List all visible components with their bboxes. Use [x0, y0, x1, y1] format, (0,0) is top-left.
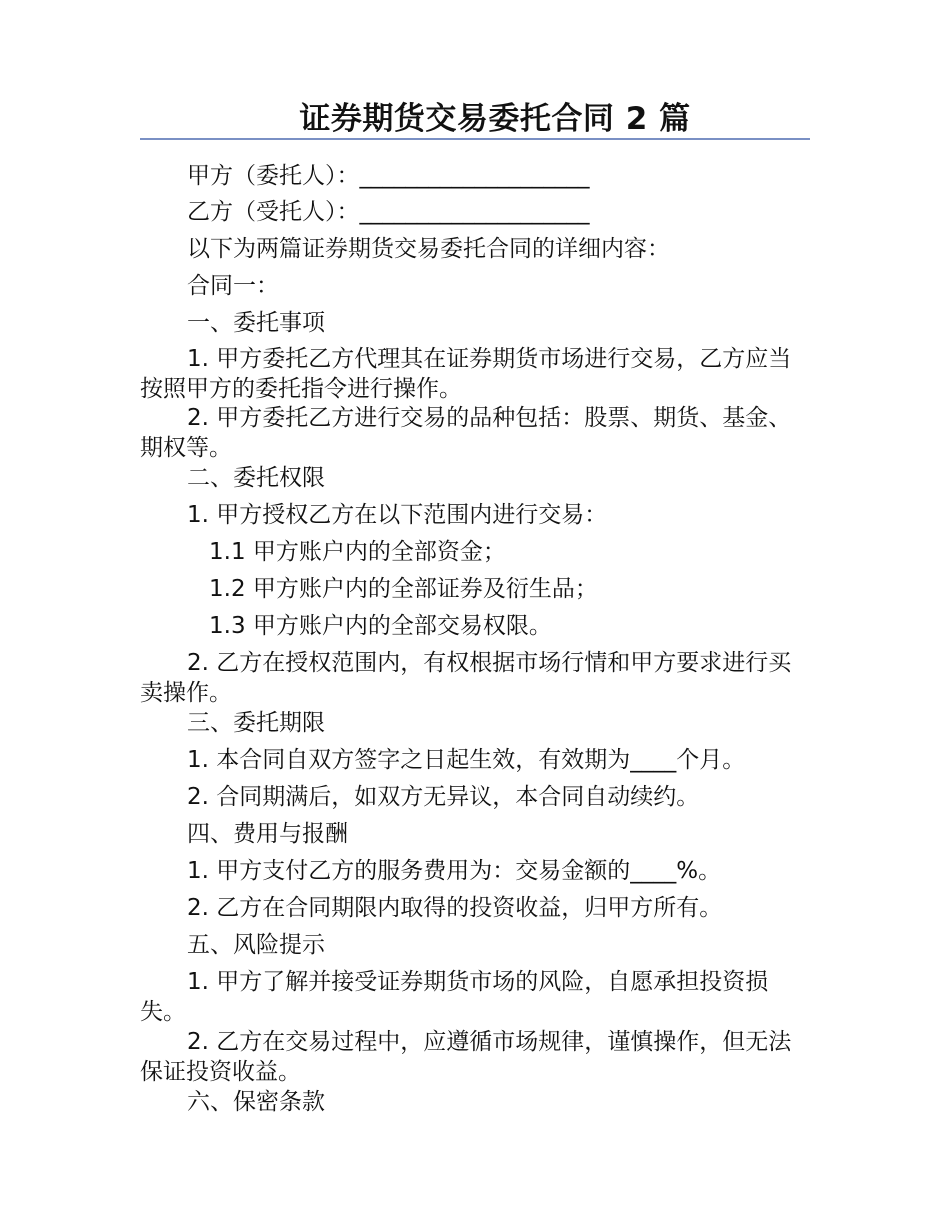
intro-text: 以下为两篇证券期货交易委托合同的详细内容： — [187, 236, 670, 262]
title-underline — [140, 138, 810, 140]
section-3-item-1: 1. 本合同自双方签字之日起生效，有效期为____个月。 — [187, 747, 746, 773]
section-3-item-2: 2. 合同期满后，如双方无异议，本合同自动续约。 — [187, 784, 700, 810]
section-6-heading: 六、保密条款 — [187, 1089, 325, 1115]
section-2-item-2: 2. 乙方在授权范围内，有权根据市场行情和甲方要求进行买卖操作。 — [140, 650, 792, 706]
section-2-heading: 二、委托权限 — [187, 465, 325, 491]
section-4-heading: 四、费用与报酬 — [187, 821, 348, 847]
section-5-heading: 五、风险提示 — [187, 932, 325, 958]
section-2-sub-2: 1.2 甲方账户内的全部证券及衍生品； — [209, 576, 598, 602]
section-1-item-2: 2. 甲方委托乙方进行交易的品种包括：股票、期货、基金、期权等。 — [140, 405, 792, 461]
section-4-item-2: 2. 乙方在合同期限内取得的投资收益，归甲方所有。 — [187, 895, 723, 921]
section-1-heading: 一、委托事项 — [187, 310, 325, 336]
section-2-item-1: 1. 甲方授权乙方在以下范围内进行交易： — [187, 502, 608, 528]
section-2-sub-3: 1.3 甲方账户内的全部交易权限。 — [209, 613, 552, 639]
section-4-item-1: 1. 甲方支付乙方的服务费用为：交易金额的____%。 — [187, 858, 722, 884]
section-5-item-2: 2. 乙方在交易过程中，应遵循市场规律，谨慎操作，但无法保证投资收益。 — [140, 1029, 792, 1085]
document-title: 证券期货交易委托合同 2 篇 — [299, 101, 691, 137]
contract-one-label: 合同一： — [187, 273, 279, 299]
party-b-line: 乙方（受托人）：____________________ — [187, 199, 590, 225]
party-a-line: 甲方（委托人）：____________________ — [187, 163, 590, 189]
section-5-item-1: 1. 甲方了解并接受证券期货市场的风险，自愿承担投资损失。 — [140, 969, 769, 1025]
section-3-heading: 三、委托期限 — [187, 710, 325, 736]
section-2-sub-1: 1.1 甲方账户内的全部资金； — [209, 539, 506, 565]
section-1-item-1: 1. 甲方委托乙方代理其在证券期货市场进行交易，乙方应当按照甲方的委托指令进行操作。 — [140, 346, 792, 402]
